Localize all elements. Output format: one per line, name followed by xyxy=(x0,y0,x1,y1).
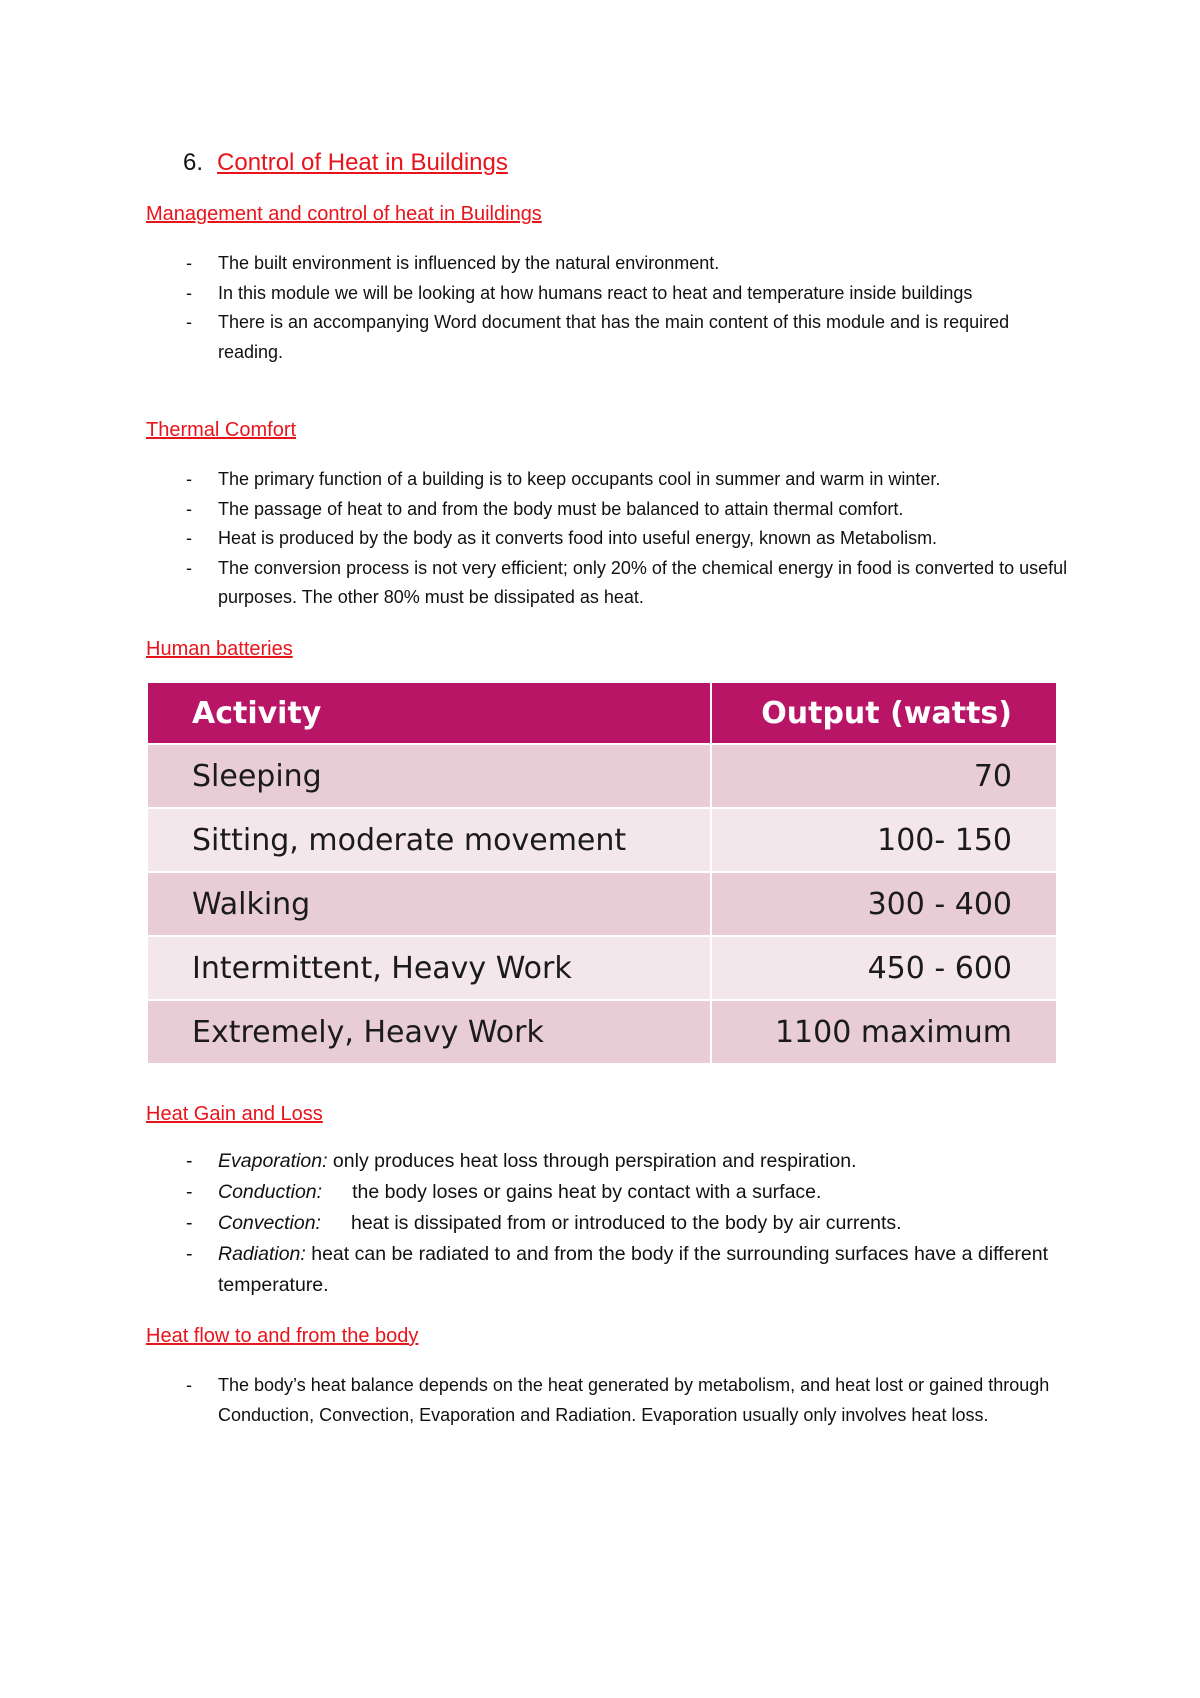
bullet-dash: - xyxy=(186,1181,193,1203)
term-label: Convection: xyxy=(218,1212,321,1234)
bullet-dash: - xyxy=(186,1375,192,1395)
table-cell-output: 450 - 600 xyxy=(711,936,1057,1000)
bullet-dash: - xyxy=(186,1212,193,1234)
bullet-dash: - xyxy=(186,557,192,578)
heading-human-batteries: Human batteries xyxy=(146,638,293,660)
table-cell-output: 1100 maximum xyxy=(711,1000,1057,1064)
table-row xyxy=(147,808,1057,872)
list-item: - Heat is produced by the body as it converts food into useful energy, known as Metabolism. xyxy=(146,524,1076,554)
term-label: Radiation: xyxy=(218,1243,306,1265)
list-management xyxy=(146,249,1076,367)
heading-heat-gain-loss: Heat Gain and Loss xyxy=(146,1103,323,1125)
heading-heat-flow: Heat flow to and from the body xyxy=(146,1325,419,1347)
bullet-dash: - xyxy=(186,1150,193,1172)
table-cell-activity: Intermittent, Heavy Work xyxy=(147,936,711,1000)
list-item: - Evaporation: only produces heat loss through perspiration and respiration. xyxy=(146,1146,1076,1177)
list-item: - The built environment is influenced by the natural environment. xyxy=(146,249,1076,279)
bullet-dash: - xyxy=(186,253,192,273)
table-cell-activity: Sitting, moderate movement xyxy=(147,808,711,872)
list-item: - The conversion process is not very efficient; only 20% of the chemical energy in food is converted to useful purposes. The other 80% must be dissipated as heat. xyxy=(146,554,1076,613)
table-cell-activity: Sleeping xyxy=(147,744,711,808)
table-row xyxy=(147,744,1057,808)
table-header-activity: Activity xyxy=(147,682,711,744)
bullet-dash: - xyxy=(186,1243,193,1265)
term-label: Evaporation: xyxy=(218,1150,328,1172)
bullet-dash: - xyxy=(186,498,192,519)
title-number: 6. xyxy=(183,149,204,176)
list-item: - Conduction: the body loses or gains heat by contact with a surface. xyxy=(146,1177,1076,1208)
bullet-dash: - xyxy=(186,312,192,332)
table-cell-activity: Walking xyxy=(147,872,711,936)
title-text: Control of Heat in Buildings xyxy=(217,149,508,176)
table-row xyxy=(147,1000,1057,1064)
table-cell-output: 70 xyxy=(711,744,1057,808)
list-item: - Radiation: heat can be radiated to and from the body if the surrounding surfaces have a different temperature. xyxy=(146,1239,1076,1301)
activity-output-table xyxy=(146,681,1058,1065)
table-header-row xyxy=(147,682,1057,744)
list-item: - There is an accompanying Word document that has the main content of this module and is required reading. xyxy=(146,308,1076,367)
table-row xyxy=(147,936,1057,1000)
list-item: - The body’s heat balance depends on the heat generated by metabolism, and heat lost or gained through Conduction, Convection, Evaporation and Radiation. Evaporation usually only involves heat loss. xyxy=(146,1371,1076,1430)
page-title xyxy=(183,147,508,179)
table-row xyxy=(147,872,1057,936)
list-item: - Convection: heat is dissipated from or introduced to the body by air currents. xyxy=(146,1208,1076,1239)
table-cell-output: 100- 150 xyxy=(711,808,1057,872)
list-heat-flow xyxy=(146,1371,1076,1430)
list-item: - In this module we will be looking at how humans react to heat and temperature inside buildings xyxy=(146,279,1076,309)
list-item: - The primary function of a building is to keep occupants cool in summer and warm in winter. xyxy=(146,465,1076,495)
heading-thermal-comfort: Thermal Comfort xyxy=(146,419,297,441)
bullet-dash: - xyxy=(186,528,192,548)
list-thermal-comfort xyxy=(146,465,1076,613)
table-cell-output: 300 - 400 xyxy=(711,872,1057,936)
bullet-dash: - xyxy=(186,282,192,303)
table-cell-activity: Extremely, Heavy Work xyxy=(147,1000,711,1064)
term-label: Conduction: xyxy=(218,1181,323,1203)
list-heat-gain-loss xyxy=(146,1146,1076,1301)
bullet-dash: - xyxy=(186,469,192,489)
list-item: - The passage of heat to and from the body must be balanced to attain thermal comfort. xyxy=(146,495,1076,525)
table-header-output: Output (watts) xyxy=(711,682,1057,744)
heading-management: Management and control of heat in Buildings xyxy=(146,203,542,225)
